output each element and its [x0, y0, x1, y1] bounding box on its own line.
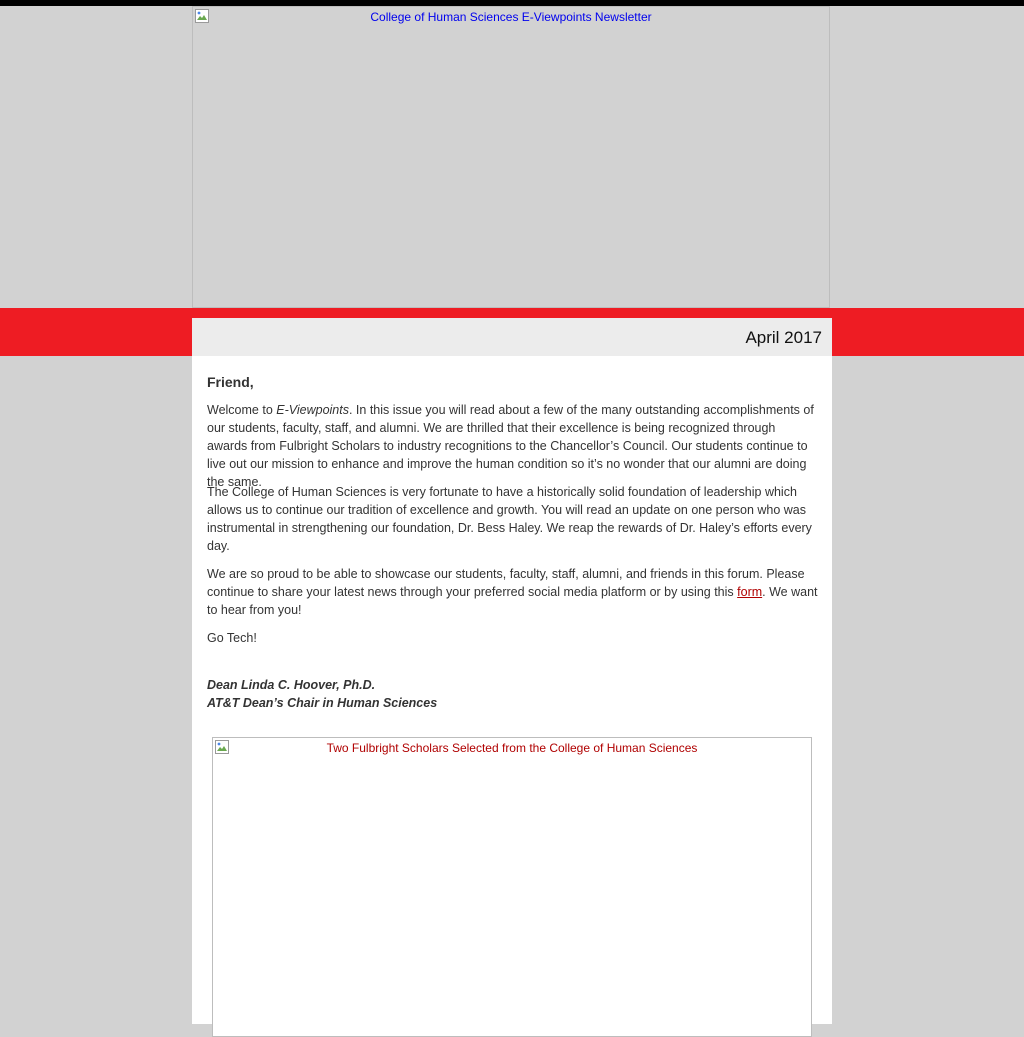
share-text-end: . We want to hear from you!: [207, 585, 818, 617]
intro-text-end: . In this issue you will read about a few of the many outstanding accomplishments of our students, faculty, staff, and alumni. We are thrilled that their excellence is being recognized through awards from Fulbright Scholars to industry recognitions to the Chancellor’s Council. Our students continue to live out our mission to enhance and improve the human condition so it’s no wonder that our alumni are doing the same.: [207, 403, 814, 489]
fulbright-feature-image[interactable]: [212, 737, 812, 1037]
share-news-paragraph: [207, 565, 819, 619]
signature-block: [207, 676, 437, 712]
greeting: Friend,: [207, 374, 254, 390]
signature-name: Dean Linda C. Hoover, Ph.D.: [207, 678, 376, 692]
feature-image-alt-text[interactable]: Two Fulbright Scholars Selected from the College of Human Sciences: [326, 741, 698, 755]
date-strip: [192, 318, 832, 356]
intro-paragraph: [207, 401, 819, 491]
intro-text-start: Welcome to: [207, 403, 277, 417]
closing-line: Go Tech!: [207, 631, 257, 645]
signature-title: AT&T Dean’s Chair in Human Sciences: [207, 696, 438, 710]
publication-name: E-Viewpoints: [276, 403, 349, 417]
header-image-alt-text[interactable]: College of Human Sciences E-Viewpoints Newsletter: [370, 10, 652, 24]
issue-date: April 2017: [745, 328, 822, 347]
newsletter-body: [192, 356, 832, 1024]
form-link[interactable]: form: [737, 585, 763, 599]
leadership-paragraph: The College of Human Sciences is very fortunate to have a historically solid foundation of leadership which allows us to continue our tradition of excellence and growth. You will read an update on one person who was instrumental in strengthening our foundation, Dr. Bess Haley. We reap the rewards of Dr. Haley’s efforts every day.: [207, 485, 812, 553]
newsletter-header-image[interactable]: [192, 6, 830, 308]
share-text-start: We are so proud to be able to showcase our students, faculty, staff, alumni, and friends in this forum. Please continue to share your latest news through your preferred social media platform or by using this: [207, 567, 805, 599]
